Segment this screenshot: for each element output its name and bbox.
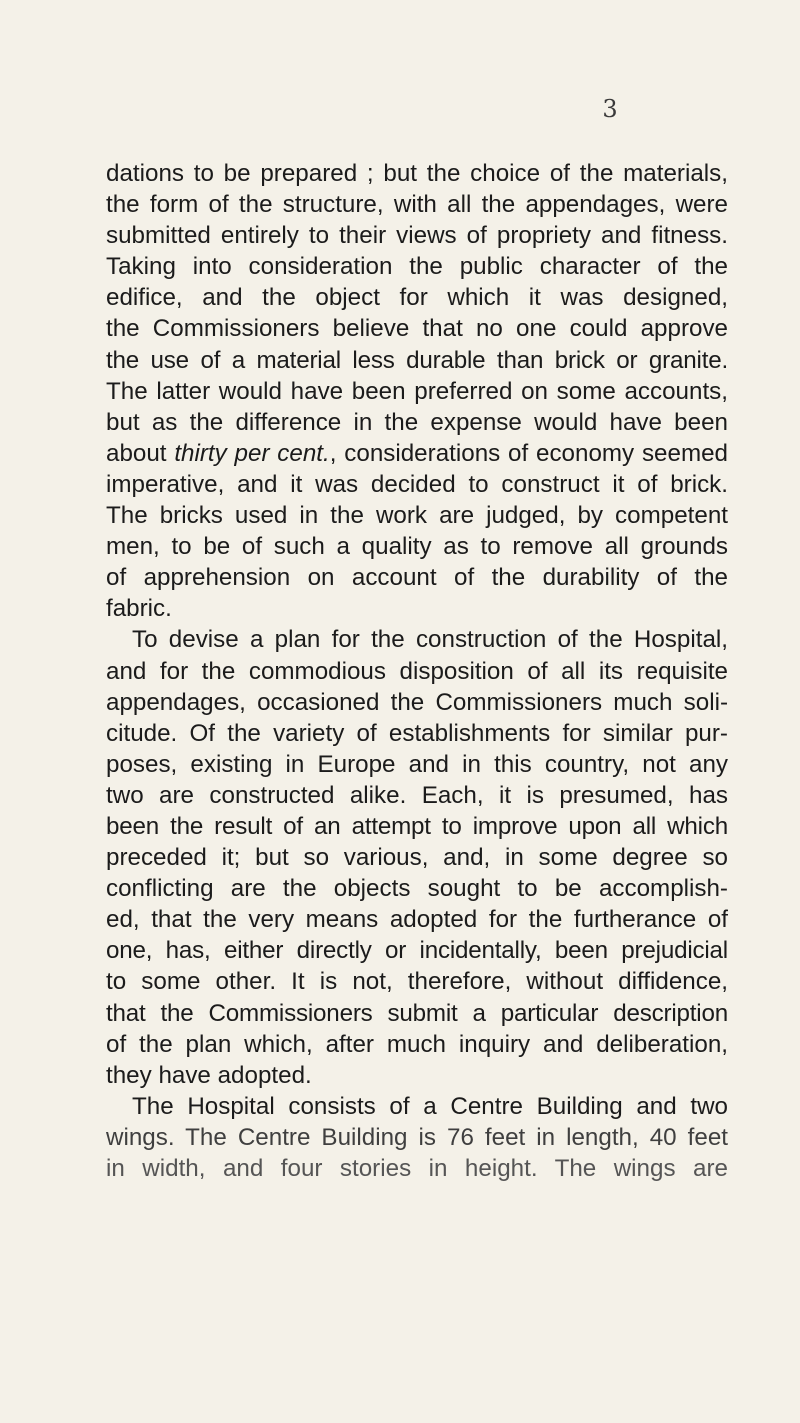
text-line: of the plan which, after much inquiry and deliberation, (106, 1030, 728, 1058)
text-line: that the Commissioners submit a particular description (106, 999, 728, 1027)
body-text (106, 158, 728, 1184)
text-line: Taking into consideration the public character of the (106, 253, 728, 281)
text-line: of apprehension on account of the durability of the (106, 564, 728, 592)
text-line: conflicting are the objects sought to be accomplish- (106, 875, 728, 903)
text-line: one, has, either directly or incidentally, been prejudicial (106, 937, 728, 965)
paragraph-start-line: The Hospital consists of a Centre Building and two (132, 1092, 728, 1120)
text-line: to some other. It is not, therefore, without diffidence, (106, 968, 728, 996)
text-line: submitted entirely to their views of propriety and fitness. (106, 222, 728, 250)
text-line: men, to be of such a quality as to remove all grounds (106, 533, 728, 561)
text-line: in width, and four stories in height. The wings are (106, 1155, 728, 1182)
text-line: poses, existing in Europe and in this country, not any (106, 750, 728, 778)
text-line-with-italic (106, 438, 728, 469)
text-line: edifice, and the object for which it was designed, (106, 284, 728, 312)
text-line: citude. Of the variety of establishments for similar pur- (106, 719, 728, 747)
text-line: appendages, occasioned the Commissioners much soli- (106, 688, 728, 716)
text-line: wings. The Centre Building is 76 feet in length, 40 feet (106, 1123, 728, 1151)
text-line: but as the difference in the expense would have been (106, 408, 728, 436)
text-line: dations to be prepared ; but the choice of the materials, (106, 160, 728, 187)
paragraph-end-line: they have adopted. (106, 1061, 312, 1089)
text-line: and for the commodious disposition of all its requisite (106, 657, 728, 685)
text-line: ed, that the very means adopted for the furtherance of (106, 906, 728, 934)
text-line: the use of a material less durable than brick or granite. (106, 346, 728, 374)
text-line: the form of the structure, with all the appendages, were (106, 191, 728, 219)
paragraph-end-line: fabric. (106, 595, 172, 623)
text-fragment: , considerations of economy seemed (329, 439, 728, 467)
text-line: the Commissioners believe that no one could approve (106, 315, 728, 343)
text-line: The latter would have been preferred on some accounts, (106, 377, 728, 405)
paragraph-start-line: To devise a plan for the construction of the Hospital, (132, 626, 728, 654)
text-line: two are constructed alike. Each, it is presumed, has (106, 781, 728, 809)
text-fragment: about (106, 439, 175, 467)
text-line: The bricks used in the work are judged, by competent (106, 502, 728, 530)
italic-phrase: thirty per cent. (174, 439, 330, 467)
text-line: preceded it; but so various, and, in some degree so (106, 844, 728, 872)
text-line: been the result of an attempt to improve upon all which (106, 812, 728, 840)
page-number: 3 (602, 95, 618, 123)
text-line: imperative, and it was decided to construct it of brick. (106, 470, 728, 498)
